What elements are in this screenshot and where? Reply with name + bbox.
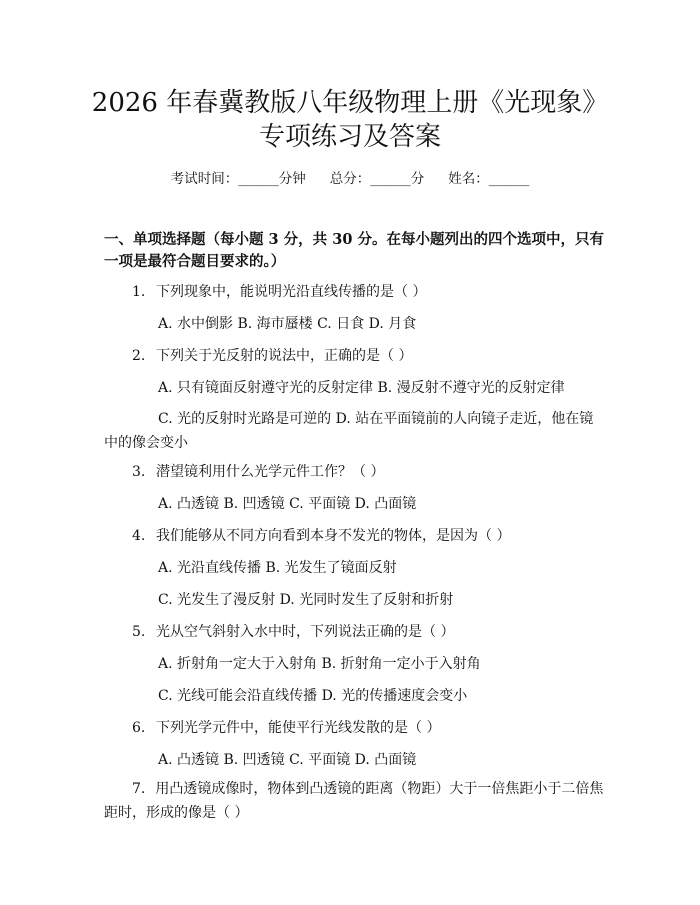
total-score-field: 总分：______分 xyxy=(329,171,425,187)
question-6-options: A. 凸透镜 B. 凹透镜 C. 平面镜 D. 凸面镜 xyxy=(158,752,417,768)
question-3-options: A. 凸透镜 B. 凹透镜 C. 平面镜 D. 凸面镜 xyxy=(158,496,417,512)
student-name-field: 姓名：______ xyxy=(448,171,530,187)
question-number: 7. xyxy=(132,781,146,797)
exam-time-field: 考试时间：______分钟 xyxy=(170,171,306,187)
question-stem: 用凸透镜成像时，物体到凸透镜的距离（物距）大于一倍焦距小于二倍焦距时，形成的像是（ ） xyxy=(104,781,604,821)
question-stem: 下列现象中，能说明光沿直线传播的是（ ） xyxy=(156,284,427,300)
question-5-options-row-1: A. 折射角一定大于入射角 B. 折射角一定小于入射角 xyxy=(158,656,481,672)
question-1 xyxy=(104,280,604,304)
question-number: 4. xyxy=(132,528,146,544)
document-title-line-1: 2026 年春冀教版八年级物理上册《光现象》 xyxy=(91,88,609,118)
exam-meta-row xyxy=(0,170,700,188)
question-number: 5. xyxy=(132,624,146,640)
question-1-options: A. 水中倒影 B. 海市蜃楼 C. 日食 D. 月食 xyxy=(158,316,417,332)
question-stem: 下列光学元件中，能使平行光线发散的是（ ） xyxy=(156,720,441,736)
question-number: 6. xyxy=(132,720,146,736)
question-number: 3. xyxy=(132,464,146,480)
question-5 xyxy=(104,620,604,644)
question-2 xyxy=(104,344,604,368)
section-heading-single-choice: 一、单项选择题（每小题 3 分，共 30 分。在每小题列出的四个选项中，只有一项是最符合题目要求的。） xyxy=(104,231,604,270)
question-6 xyxy=(104,716,604,740)
question-2-options-row-2: C. 光的反射时光路是可逆的 D. 站在平面镜前的人向镜子走近，他在镜中的像会变小 xyxy=(104,411,594,451)
question-7 xyxy=(104,777,604,825)
question-number: 1. xyxy=(132,284,146,300)
document-title-line-2: 专项练习及答案 xyxy=(258,122,441,152)
question-stem: 我们能够从不同方向看到本身不发光的物体，是因为（ ） xyxy=(156,528,511,544)
question-5-options-row-2: C. 光线可能会沿直线传播 D. 光的传播速度会变小 xyxy=(158,688,468,704)
question-2-options-row-1: A. 只有镜面反射遵守光的反射定律 B. 漫反射不遵守光的反射定律 xyxy=(158,380,565,396)
question-stem: 光从空气斜射入水中时，下列说法正确的是（ ） xyxy=(156,624,455,640)
question-stem: 潜望镜利用什么光学元件工作？（ ） xyxy=(156,464,385,480)
question-4 xyxy=(104,524,604,548)
question-stem: 下列关于光反射的说法中，正确的是（ ） xyxy=(156,348,413,364)
question-4-options-row-2: C. 光发生了漫反射 D. 光同时发生了反射和折射 xyxy=(158,592,454,608)
question-number: 2. xyxy=(132,348,146,364)
question-3 xyxy=(104,460,604,484)
question-4-options-row-1: A. 光沿直线传播 B. 光发生了镜面反射 xyxy=(158,560,397,576)
